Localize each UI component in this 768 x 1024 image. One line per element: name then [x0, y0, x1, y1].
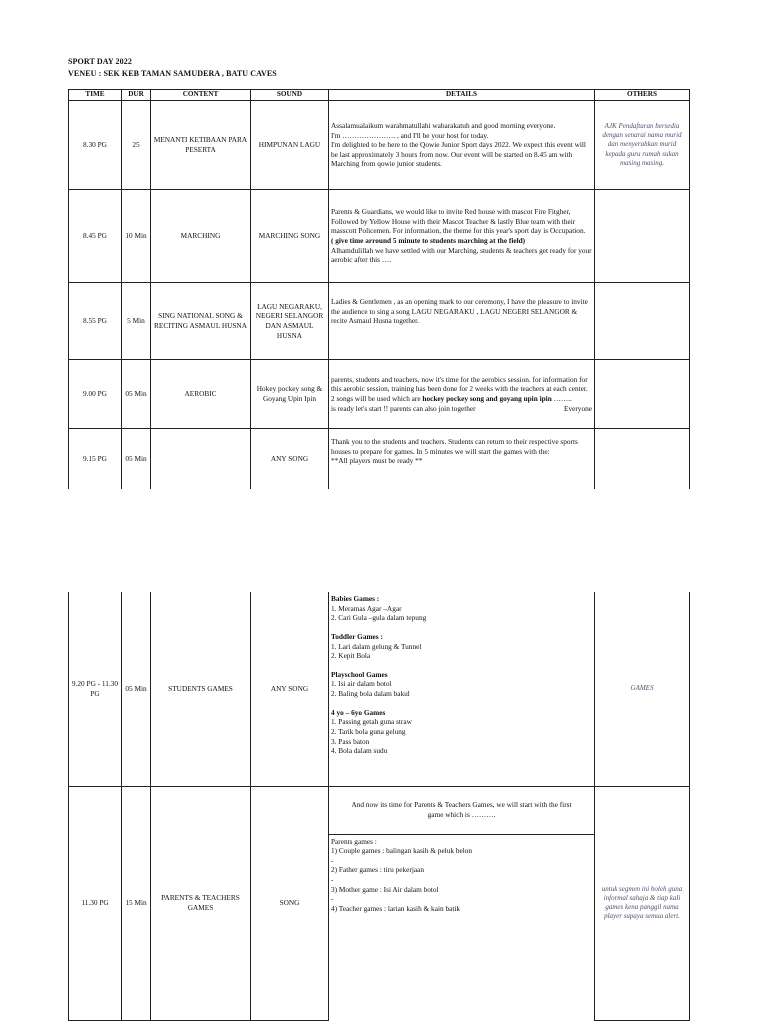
detail-text: Everyone — [564, 403, 592, 413]
detail-line: is ready let's start !! parents can also join together — [331, 403, 476, 413]
games-item: 2. Cari Gula –gula dalam tepung — [331, 613, 427, 623]
row-time: 8.55 PG — [69, 283, 122, 360]
row-content: AEROBIC — [151, 360, 251, 429]
detail-line: Alhamdulillah we have settled with our Marching, students & teachers get ready for your aerobic after this …. — [331, 245, 592, 265]
row-sound: ANY SONG — [251, 429, 329, 489]
parent-games-line: Parents games : — [331, 836, 377, 846]
row-time: 11.30 PG — [69, 786, 122, 1020]
detail-text-bold: hockey pockey song and goyang upin ipin — [422, 394, 552, 403]
row-content — [151, 429, 251, 489]
row-time: 8.45 PG — [69, 190, 122, 283]
games-item: 2. Tarik bola guna gelung — [331, 726, 406, 736]
row-others — [595, 360, 690, 429]
row-content: PARENTS & TEACHERS GAMES — [151, 786, 251, 1020]
row-dur: 05 Min — [122, 429, 151, 489]
row-details — [329, 592, 595, 786]
detail-line: I'm delighted to be here to the Qowie Junior Sport days 2022. We expect this event will be last approximately 3 hours from now. Our event will be started on 8.45 am with Marching from qowie junior students. — [331, 140, 586, 169]
row-others — [595, 283, 690, 360]
row-content: MARCHING — [151, 190, 251, 283]
row-dur: 25 — [122, 101, 151, 190]
row-details — [329, 834, 595, 1020]
row-others: untuk segmen ini boleh guna informal sahaja & tiap kali games kena panggil nama player supaya semua alert. — [595, 786, 690, 1020]
table-row — [69, 592, 690, 786]
row-time: 8.30 PG — [69, 101, 122, 190]
games-group-title: 4 yo – 6yo Games — [331, 707, 386, 717]
schedule-table — [68, 89, 690, 489]
detail-line: Parents & Guardians, we would like to invite Red house with mascot Fire Fitgher, Followed by Yellow House with their Mascot Teacher & lastly Blue team with their masscott Policemen. For information, the theme for this year's sport day is Occupation. — [331, 207, 586, 236]
games-item: 2. Baling bola dalam bakul — [331, 689, 410, 698]
row-dur: 10 Min — [122, 190, 151, 283]
games-item: 3. Pass baton — [331, 736, 370, 746]
parent-games-line: - — [331, 894, 334, 904]
games-item: 2. Kepit Bola — [331, 651, 371, 661]
games-group-title: Babies Games : — [331, 594, 380, 603]
games-item: 4. Bola dalam sudu — [331, 746, 388, 756]
detail-line: Assalamualaikum warahmatullahi wabarakatuh and good morning everyone. — [331, 120, 556, 130]
games-intro: And now its time for Parents & Teachers Games, we will start with the first game which is ………. — [329, 786, 595, 834]
document-title: SPORT DAY 2022 — [68, 57, 132, 66]
row-time: 9.00 PG — [69, 360, 122, 429]
col-header-dur: DUR — [122, 90, 151, 101]
detail-text: parents, students and teachers, now it's time for the aerobics session. for information for this aerobic session, training has been done for 2 weeks with the teachers at each center. 2 songs will be used which are — [331, 374, 588, 403]
row-content: STUDENTS GAMES — [151, 592, 251, 786]
detail-line: I'm …………………. , and I'll be your host for today. — [331, 130, 489, 140]
row-sound: MARCHING SONG — [251, 190, 329, 283]
detail-line-bold: ( give time arround 5 minute to students marching at the field) — [331, 236, 526, 245]
row-sound: HIMPUNAN LAGU — [251, 101, 329, 190]
row-others — [595, 429, 690, 489]
games-group-title: Toddler Games : — [331, 631, 383, 641]
table-row — [69, 786, 690, 834]
row-time: 9.20 PG - 11.30 PG — [69, 592, 122, 786]
col-header-content: CONTENT — [151, 90, 251, 101]
row-sound: SONG — [251, 786, 329, 1020]
detail-line: Thank you to the students and teachers. Students can return to their respective sports houses to prepare for games. In 5 minutes we will start the games with the: — [331, 437, 578, 456]
col-header-details: DETAILS — [329, 90, 595, 101]
table-row — [69, 283, 690, 360]
col-header-time: TIME — [69, 90, 122, 101]
row-details — [329, 429, 595, 489]
row-sound: ANY SONG — [251, 592, 329, 786]
row-dur: 05 Min — [122, 592, 151, 786]
parent-games-line: 1) Couple games : balingan kasih & peluk belon — [331, 846, 473, 856]
col-header-others: OTHERS — [595, 90, 690, 101]
row-sound: LAGU NEGARAKU, NEGERI SELANGOR DAN ASMAUL HUSNA — [251, 283, 329, 360]
row-details — [329, 190, 595, 283]
row-dur: 15 Min — [122, 786, 151, 1020]
parent-games-line: - — [331, 855, 334, 865]
table-row — [69, 429, 690, 489]
row-content: SING NATIONAL SONG & RECITING ASMAUL HUSNA — [151, 283, 251, 360]
table-header-row — [69, 90, 690, 101]
row-content: MENANTI KETIBAAN PARA PESERTA — [151, 101, 251, 190]
row-sound: Hokey pockey song & Goyang Upin Ipin — [251, 360, 329, 429]
parent-games-line: 3) Mother game : Isi Air dalam botol — [331, 884, 439, 894]
venue-line: VENEU : SEK KEB TAMAN SAMUDERA , BATU CAVES — [68, 69, 277, 78]
row-others: AJK Pendaftaran bersedia dengan senarai nama murid dan menyerahkan murid kepada guru rumah sukan masing masing. — [595, 101, 690, 190]
row-time: 9.15 PG — [69, 429, 122, 489]
row-dur: 5 Min — [122, 283, 151, 360]
row-others — [595, 190, 690, 283]
row-others: GAMES — [595, 592, 690, 786]
games-group-title: Playschool Games — [331, 669, 388, 679]
detail-line: **All players must be ready ** — [331, 456, 423, 466]
detail-text: …….. — [553, 394, 572, 403]
schedule-table-continued — [68, 592, 690, 1021]
table-row — [69, 190, 690, 283]
parent-games-line: 2) Father games : tiru pekerjaan — [331, 865, 424, 875]
games-item: 1. Meramas Agar –Agar — [331, 603, 402, 613]
table-row — [69, 360, 690, 429]
parent-games-line: - — [331, 875, 334, 884]
parent-games-line: 4) Teacher games : larian kasih & kain batik — [331, 903, 461, 913]
row-details — [329, 283, 595, 360]
row-details — [329, 360, 595, 429]
games-item: 1. Lari dalam gelung & Tunnel — [331, 641, 422, 651]
row-dur: 05 Min — [122, 360, 151, 429]
games-item: 1. Isi air dalam botol — [331, 679, 392, 689]
table-row — [69, 101, 690, 190]
col-header-sound: SOUND — [251, 90, 329, 101]
detail-line: Ladies & Gentlemen , as an opening mark to our ceremony, I have the pleasure to invite the audience to sing a song LAGU NEGARAKU , LAGU NEGERI SELANGOR & recite Asmaul Husna together. — [331, 297, 588, 326]
games-item: 1. Passing getah guna straw — [331, 717, 412, 727]
row-details — [329, 101, 595, 190]
